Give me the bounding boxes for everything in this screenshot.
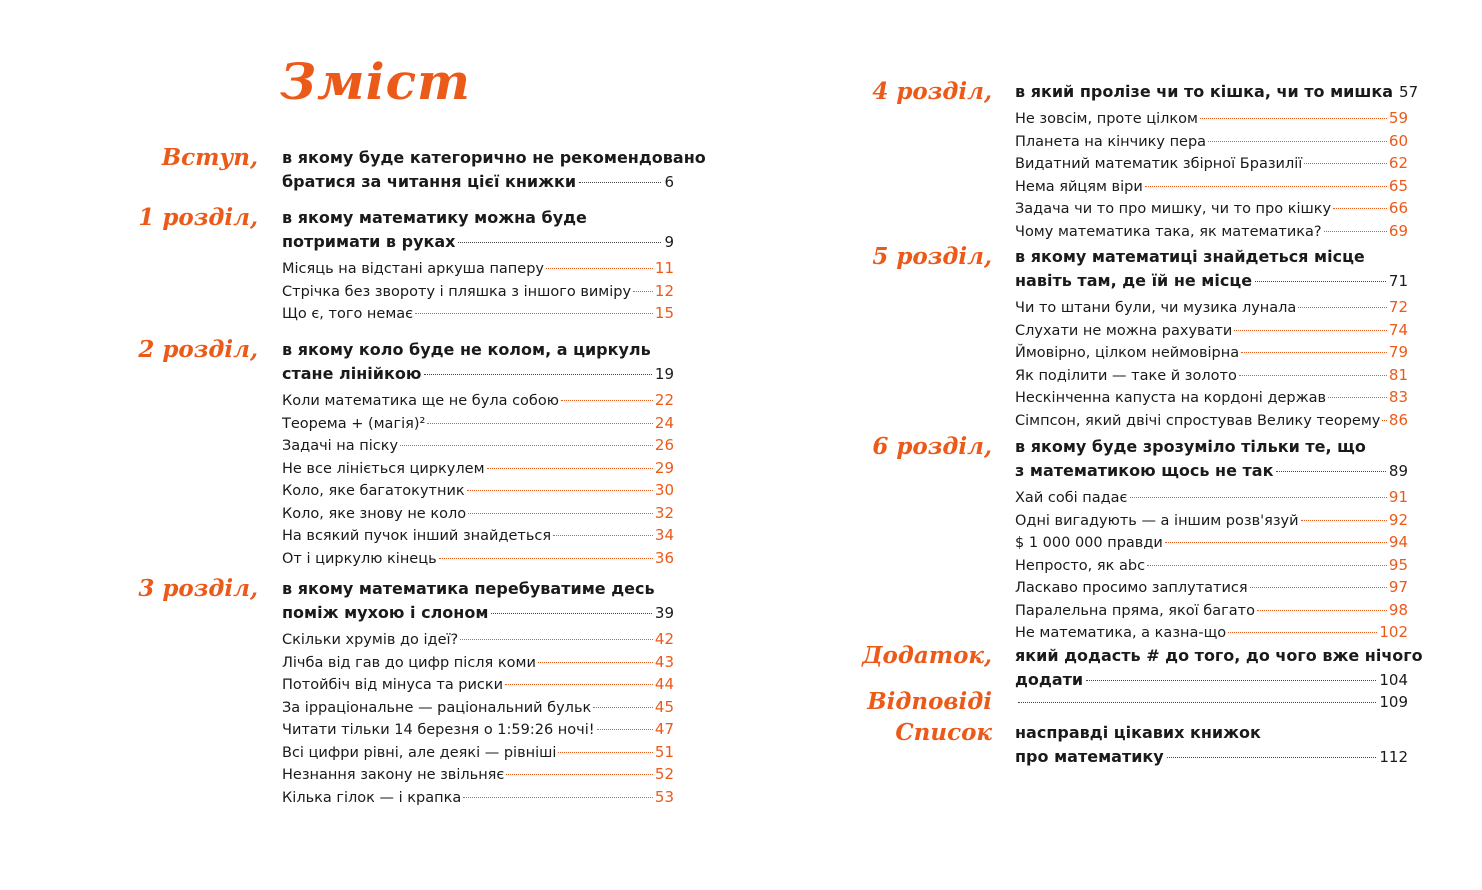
- subsection-list: [282, 390, 674, 570]
- toc-item[interactable]: [282, 258, 674, 281]
- toc-item-page: 94: [1388, 533, 1408, 551]
- page-number: 39: [654, 604, 674, 622]
- toc-item[interactable]: [1015, 410, 1408, 433]
- dot-leader: [1086, 680, 1376, 681]
- heading-line: в якому математика перебуватиме десь: [282, 579, 655, 598]
- toc-item-page: 15: [654, 304, 674, 322]
- toc-item-page: 36: [654, 548, 674, 567]
- section-label: 4 розділ,: [872, 78, 992, 105]
- toc-item-page: 52: [654, 765, 674, 783]
- heading-lead-line: [282, 362, 674, 386]
- toc-item-page: 24: [654, 413, 674, 432]
- toc-item[interactable]: [1015, 577, 1408, 600]
- toc-item-page: 22: [654, 391, 674, 409]
- heading-line: поміж мухою і слоном: [282, 603, 489, 622]
- toc-item-title: Як поділити — таке й золото: [1015, 367, 1237, 384]
- section-label: 3 розділ,: [138, 575, 258, 602]
- heading-lead-line: [282, 170, 674, 194]
- toc-item[interactable]: [1015, 320, 1408, 343]
- heading-line: з математикою щось не так: [1015, 461, 1274, 480]
- toc-item[interactable]: [282, 719, 674, 742]
- heading-lead-line: [1015, 690, 1408, 714]
- dot-leader: [1165, 542, 1387, 543]
- toc-item-title: Скільки хрумів до ідеї?: [282, 632, 459, 648]
- toc-item-title: Що є, того немає: [282, 306, 414, 322]
- toc-item-title: Задачі на піску: [282, 438, 399, 454]
- subsection-list: [282, 629, 674, 809]
- toc-item-title: Не все лініється циркулем: [282, 460, 485, 477]
- section-label: 1 розділ,: [138, 204, 258, 231]
- dot-leader: [538, 662, 653, 663]
- dot-leader: [1257, 610, 1387, 611]
- dot-leader: [579, 182, 661, 183]
- toc-item[interactable]: [282, 503, 674, 526]
- toc-item-page: 59: [1388, 109, 1408, 127]
- subsection-list: [1015, 297, 1408, 432]
- dot-leader: [593, 707, 653, 708]
- toc-item-title: Всі цифри рівні, але деякі — рівніші: [282, 744, 557, 761]
- toc-item-title: Кілька гілок — і крапка: [282, 789, 462, 806]
- toc-item[interactable]: [1015, 297, 1408, 320]
- dot-leader: [505, 684, 653, 685]
- section-heading: [1015, 245, 1408, 293]
- dot-leader: [439, 558, 653, 559]
- dot-leader: [463, 797, 653, 798]
- toc-item-title: Ймовірно, цілком неймовірна: [1015, 345, 1240, 361]
- toc-item-page: 44: [654, 675, 674, 693]
- toc-item-page: 26: [654, 436, 674, 454]
- dot-leader: [1200, 118, 1387, 119]
- section-heading: [282, 577, 674, 625]
- toc-item-page: 51: [654, 742, 674, 761]
- toc-item[interactable]: [1015, 387, 1408, 410]
- dot-leader: [468, 513, 653, 514]
- dot-leader: [1147, 565, 1387, 566]
- toc-item-title: Коло, яке знову не коло: [282, 505, 467, 522]
- heading-lead-line: [1015, 745, 1408, 769]
- toc-item[interactable]: [282, 303, 674, 326]
- toc-item[interactable]: [1015, 198, 1408, 221]
- heading-line: потримати в руках: [282, 232, 456, 251]
- toc-item[interactable]: [1015, 221, 1408, 244]
- toc-item[interactable]: [1015, 510, 1408, 533]
- dot-leader: [1234, 330, 1387, 331]
- toc-item-page: 43: [654, 652, 674, 671]
- toc-item-title: Місяць на відстані аркуша паперу: [282, 261, 544, 277]
- section-heading: [1015, 690, 1408, 714]
- toc-item-page: 95: [1388, 555, 1408, 574]
- toc-item[interactable]: [282, 742, 674, 765]
- dot-leader: [427, 423, 653, 424]
- toc-item-title: Ласкаво просимо заплутатися: [1015, 580, 1248, 596]
- toc-item[interactable]: [282, 674, 674, 697]
- section-label: Вступ,: [161, 144, 258, 171]
- dot-leader: [400, 445, 653, 446]
- heading-lead-line: [282, 230, 674, 254]
- toc-item[interactable]: [282, 652, 674, 675]
- toc-item-page: 32: [654, 503, 674, 522]
- section-entry[interactable]: [282, 338, 674, 570]
- dot-leader: [424, 374, 652, 375]
- heading-line: братися за читання цієї книжки: [282, 172, 577, 191]
- heading-line: в якому коло буде не колом, а циркуль: [282, 340, 651, 359]
- section-heading: [282, 146, 706, 194]
- toc-item-page: 30: [654, 481, 674, 499]
- toc-item-page: 81: [1388, 365, 1408, 384]
- dot-leader: [415, 313, 653, 314]
- dot-leader: [1328, 397, 1387, 398]
- dot-leader: [1382, 420, 1387, 421]
- toc-item-title: От і циркулю кінець: [282, 550, 437, 567]
- dot-leader: [467, 490, 653, 491]
- page-title: Зміст: [280, 52, 471, 111]
- dot-leader: [1130, 497, 1387, 498]
- toc-item-page: 34: [654, 526, 674, 544]
- toc-item-page: 98: [1388, 600, 1408, 619]
- toc-item[interactable]: [1015, 555, 1408, 578]
- subsection-list: [1015, 108, 1408, 243]
- dot-leader: [1167, 757, 1377, 758]
- toc-item-page: 62: [1388, 154, 1408, 172]
- toc-item[interactable]: [282, 525, 674, 548]
- toc-item-title: Не математика, а казна-що: [1015, 625, 1227, 641]
- dot-leader: [1241, 352, 1387, 353]
- dot-leader: [558, 752, 652, 753]
- toc-item-page: 29: [654, 458, 674, 477]
- toc-item-title: Читати тільки 14 березня о 1:59:26 ночі!: [282, 722, 595, 738]
- toc-item-title: За ірраціональне — раціональний бульк: [282, 699, 592, 716]
- toc-item-title: Не зовсім, проте цілком: [1015, 111, 1198, 127]
- heading-lead-line: [1015, 269, 1408, 293]
- toc-item-page: 92: [1388, 510, 1408, 529]
- page-number: 104: [1379, 671, 1408, 689]
- page-number: 109: [1379, 693, 1408, 711]
- heading-line: в якому буде категорично не рекомендовано: [282, 148, 706, 167]
- toc-item[interactable]: [1015, 532, 1408, 555]
- section-label: Додаток,: [862, 642, 992, 669]
- toc-item[interactable]: [282, 413, 674, 436]
- heading-line: в якому математику можна буде: [282, 208, 587, 227]
- toc-item[interactable]: [1015, 487, 1408, 510]
- toc-item-title: Планета на кінчику пера: [1015, 133, 1207, 150]
- toc-item-page: 60: [1388, 131, 1408, 150]
- toc-item-title: Коли математика ще не була собою: [282, 393, 559, 409]
- toc-item-title: Паралельна пряма, якої багато: [1015, 602, 1255, 619]
- toc-item-title: Хай собі падає: [1015, 490, 1128, 506]
- heading-line: про математику: [1015, 747, 1164, 766]
- heading-lead-line: [1015, 459, 1408, 483]
- toc-item-page: 12: [654, 281, 674, 300]
- toc-item[interactable]: [282, 458, 674, 481]
- toc-item-page: 42: [654, 630, 674, 648]
- toc-item-title: Коло, яке багатокутник: [282, 483, 465, 499]
- toc-item-page: 47: [654, 720, 674, 738]
- dot-leader: [491, 613, 651, 614]
- subsection-list: [282, 258, 674, 326]
- toc-item-title: Лічба від гав до цифр після коми: [282, 654, 536, 671]
- page-number: 6: [664, 173, 674, 191]
- section-heading: [1015, 80, 1419, 104]
- toc-item-page: 74: [1388, 320, 1408, 339]
- section-heading: [282, 206, 674, 254]
- section-heading: [1015, 721, 1408, 769]
- section-label: 2 розділ,: [138, 336, 258, 363]
- section-heading: [1015, 644, 1423, 692]
- toc-item-title: Нема яйцям віри: [1015, 178, 1143, 195]
- toc-item-title: Чи то штани були, чи музика лунала: [1015, 300, 1297, 316]
- dot-leader: [633, 291, 653, 292]
- toc-item-title: Потойбіч від мінуса та риски: [282, 677, 504, 693]
- page-number: 19: [654, 365, 674, 383]
- dot-leader: [1298, 307, 1387, 308]
- section-entry[interactable]: [1015, 690, 1408, 714]
- toc-item-title: Стрічка без звороту і пляшка з іншого виміру: [282, 283, 632, 300]
- heading-line: в який пролізе чи то кішка, чи то мишка: [1015, 82, 1394, 101]
- dot-leader: [1208, 141, 1387, 142]
- section-label: Список: [895, 719, 992, 746]
- dot-leader: [597, 729, 653, 730]
- heading-line: який додасть # до того, до чого вже нічого: [1015, 646, 1423, 665]
- toc-item[interactable]: [1015, 131, 1408, 154]
- heading-line: в якому математиці знайдеться місце: [1015, 247, 1365, 266]
- toc-item-title: $ 1 000 000 правди: [1015, 535, 1163, 551]
- toc-item-page: 91: [1388, 488, 1408, 506]
- page-number: 9: [664, 233, 674, 251]
- toc-item-title: Видатний математик збірної Бразилії: [1015, 156, 1303, 172]
- dot-leader: [1255, 281, 1386, 282]
- toc-item-page: 97: [1388, 578, 1408, 596]
- dot-leader: [1324, 231, 1387, 232]
- toc-item-page: 65: [1388, 176, 1408, 195]
- section-entry[interactable]: [1015, 435, 1408, 645]
- heading-line: в якому буде зрозуміло тільки те, що: [1015, 437, 1366, 456]
- toc-item-page: 11: [654, 259, 674, 277]
- page-number: 57: [1399, 83, 1419, 101]
- dot-leader: [1228, 632, 1377, 633]
- toc-item-title: Чому математика така, як математика?: [1015, 223, 1322, 240]
- dot-leader: [487, 468, 653, 469]
- toc-item[interactable]: [282, 697, 674, 720]
- toc-item[interactable]: [282, 390, 674, 413]
- dot-leader: [458, 242, 661, 243]
- section-label: 6 розділ,: [872, 433, 992, 460]
- toc-item-page: 72: [1388, 298, 1408, 316]
- section-entry[interactable]: [1015, 245, 1408, 432]
- toc-item[interactable]: [282, 764, 674, 787]
- page-number: 71: [1388, 272, 1408, 290]
- section-entry[interactable]: [282, 146, 706, 194]
- dot-leader: [1239, 375, 1387, 376]
- section-entry[interactable]: [1015, 80, 1419, 243]
- toc-item[interactable]: [1015, 622, 1408, 645]
- toc-item[interactable]: [282, 480, 674, 503]
- section-entry[interactable]: [282, 577, 674, 809]
- dot-leader: [1018, 702, 1376, 703]
- dot-leader: [1333, 208, 1387, 209]
- section-heading: [1015, 435, 1408, 483]
- toc-item[interactable]: [282, 629, 674, 652]
- dot-leader: [506, 774, 653, 775]
- heading-lead-line: [282, 601, 674, 625]
- toc-item-title: Задача чи то про мишку, чи то про кішку: [1015, 201, 1332, 217]
- toc-item[interactable]: [282, 281, 674, 304]
- toc-item-title: Сімпсон, який двічі спростував Велику теорему: [1015, 412, 1381, 429]
- section-label: Відповіді: [867, 688, 992, 715]
- heading-lead-line: [1015, 80, 1419, 104]
- heading-line: навіть там, де їй не місце: [1015, 271, 1253, 290]
- toc-item-title: Одні вигадують — а іншим розв'язуй: [1015, 512, 1299, 529]
- section-heading: [282, 338, 674, 386]
- dot-leader: [546, 268, 653, 269]
- toc-item-title: Теорема + (магія)²: [282, 415, 426, 432]
- toc-item-title: Непросто, як abc: [1015, 557, 1146, 574]
- section-entry[interactable]: [1015, 721, 1408, 769]
- toc-item-page: 86: [1388, 410, 1408, 429]
- toc-item[interactable]: [1015, 108, 1408, 131]
- dot-leader: [561, 400, 653, 401]
- toc-item[interactable]: [282, 435, 674, 458]
- toc-item-page: 79: [1388, 343, 1408, 361]
- heading-line: додати: [1015, 670, 1084, 689]
- dot-leader: [1276, 471, 1385, 472]
- subsection-list: [1015, 487, 1408, 645]
- toc-item[interactable]: [1015, 365, 1408, 388]
- dot-leader: [1304, 163, 1387, 164]
- toc-item-title: Нескінченна капуста на кордоні держав: [1015, 390, 1327, 406]
- toc-item-page: 66: [1388, 199, 1408, 217]
- toc-item[interactable]: [1015, 342, 1408, 365]
- toc-item[interactable]: [1015, 600, 1408, 623]
- toc-item-title: Незнання закону не звільняє: [282, 767, 505, 783]
- toc-item[interactable]: [282, 548, 674, 571]
- toc-item-page: 69: [1388, 221, 1408, 240]
- toc-item-title: На всякий пучок інший знайдеться: [282, 528, 552, 544]
- heading-line: стане лінійкою: [282, 364, 422, 383]
- dot-leader: [1301, 520, 1387, 521]
- dot-leader: [553, 535, 653, 536]
- toc-item-page: 83: [1388, 388, 1408, 406]
- toc-item-page: 102: [1379, 623, 1408, 641]
- toc-item[interactable]: [282, 787, 674, 810]
- toc-item[interactable]: [1015, 153, 1408, 176]
- toc-item-title: Слухати не можна рахувати: [1015, 322, 1233, 339]
- page-number: 112: [1379, 748, 1408, 766]
- dot-leader: [1250, 587, 1387, 588]
- dot-leader: [460, 639, 653, 640]
- section-label: 5 розділ,: [872, 243, 992, 270]
- section-entry[interactable]: [1015, 644, 1423, 692]
- page-number: 89: [1388, 462, 1408, 480]
- toc-item-page: 45: [654, 697, 674, 716]
- toc-item-page: 53: [654, 787, 674, 806]
- heading-lead-line: [1015, 668, 1408, 692]
- toc-item[interactable]: [1015, 176, 1408, 199]
- heading-line: насправді цікавих книжок: [1015, 723, 1261, 742]
- dot-leader: [1145, 186, 1387, 187]
- section-entry[interactable]: [282, 206, 674, 326]
